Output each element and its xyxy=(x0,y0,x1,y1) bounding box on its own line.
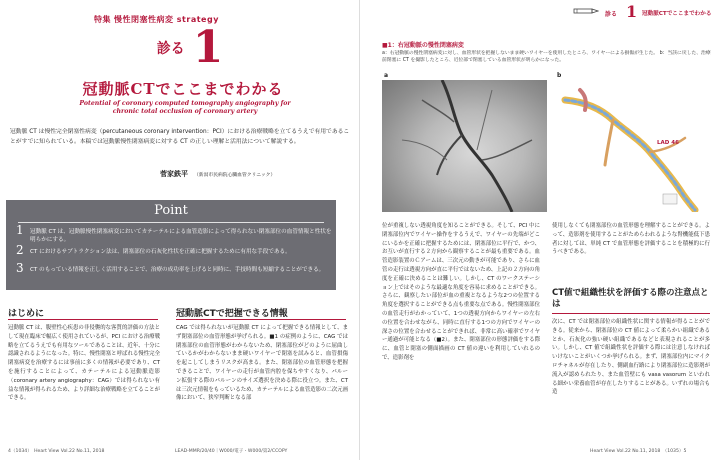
running-head-title: 冠動脈CTでここまでわかる xyxy=(642,11,712,17)
running-head-number: 1 xyxy=(626,2,638,21)
diag-heading xyxy=(70,22,310,73)
point-item xyxy=(16,223,332,244)
point-text: CT におけるサブトラクション法は、閉塞部位の石灰化性状を正確に把握するために有用な手段である。 xyxy=(30,249,291,255)
lad-annotation: LAD 46 xyxy=(657,140,679,146)
footer-right: Heart View Vol.22 No.11, 2018 （1035）5 xyxy=(590,449,687,454)
panel-b-label: b xyxy=(557,72,562,79)
footer-mid: LEAD-MMR/20/40｜W000/電子・W000/第2/CCOPY xyxy=(175,449,288,454)
point-text: CT のもっている情報を正しく活用することで、治療の成功率を上げると同時に、手技時間も短縮することができる。 xyxy=(30,267,325,273)
point-number: 2 xyxy=(16,243,24,257)
intro-body: 冠動脈 CT は、腹壁性心疾患の非侵襲的な客質的評価の方法として現在臨床で幅広く使用されているが、PCI における治療戦略を立てるうえでも有用なツールであることは、近年、十分に認識されるようになった。特に、慢性閉塞と呼ばれる慢性完全閉塞病変を治療するには事前に多くの情報が必要であり、CT を施行することによって、カテーテルによる冠動脈造影（coronary artery angiography：CAG）では得られない有益な情報が得られるため、より詳細な治療戦略を立てることができる。 xyxy=(8,325,160,402)
point-number: 3 xyxy=(16,261,24,275)
article-intro: 冠動脈 CT は慢性完全閉塞性病変（percutaneous coronary intervention：PCI）における治療戦略を立てるうえで有用であることがすでに知られている。本稿では冠動脈慢性閉塞病変に対する CT の正しい理解と活用法について解説する。 xyxy=(10,129,350,145)
right-col1-body: 位が重複しない透視角度を知ることができる。そして、PCI 中に閉塞部位内でワイヤー操作をするうえで、ワイヤーの先端がどこにいるかを正確に把握するためには、閉塞部位に平行で、かつ、お互いが直行する２方向から観察することが最も重要である。血管造影装置のＣアームは、三次元の動きが可能であり、さらに血管の走行は透視方向が直に平行ではないため、上記の２方向の角度を正確に決めることは難しい。しかし、CT のワークステーション上ではそのような最適な角度を容易に求めることができる。さらに、観察したい部位が血の重複となるような2つの位置する角度を選択することができる点も重要な点である。慢性閉塞部位の血管走行がわかっていて、1つの透視方向からワイヤーの左右の位置を合わせながら、同時に直行する1つの方向でワイヤーの深さの位置を合わせることができれば、非常に高い確率でワイヤー通過が可能となる（■2）。また、閉塞部位の形態評価をする際に、血管と閉塞の側面描画の CT 値の違いを利用していれるので、造影剤を xyxy=(382,223,540,361)
angiogram-vessel-graphic xyxy=(382,80,547,212)
pencil-icon xyxy=(573,6,599,16)
section-heading-intro: はじめに xyxy=(8,309,45,319)
right-col2-top: 使用しなくても閉塞部位の血管形態を理解することができる。よって、造影剤を使用することがためらわれるような腎機能低下患者に対しては、単純 CT で血管形態を評価することを積極的に行うべきである。 xyxy=(552,223,710,256)
section-rule xyxy=(8,319,158,320)
ct-value-body: 次に、CT では閉塞部位の組織性状に関する情報が得ることができる。従来から、閉塞部位の CT 値によって柔らかい組織であるとか、石灰化の強い硬い組織であるなどと表現されることが多い。しかし、CT 値で組織性状を評価する際には注意しなければいけないことがいくつか挙げられる。まず、閉塞部位内にマイクロチャネルが存在したり、側副血行路により閉塞部位に造影剤が流入が認められたり、また血管壁にも vasa vasorum といわれる細かい栄養血管が存在したりすることがある。いずれの場合も造 xyxy=(552,319,710,396)
point-title: Point xyxy=(154,203,188,218)
strategy-title: 慢性閉塞性病変 strategy xyxy=(114,15,219,24)
point-text: 冠動脈 CT は、冠動脈慢性閉塞病変においてカテーテルによる血管造影によって得られない閉塞部位の血管情報と性状を明らかにする。 xyxy=(30,229,332,243)
point-divider xyxy=(18,222,324,223)
angiogram-image xyxy=(382,80,547,212)
diag-number: 1 xyxy=(192,22,224,73)
figure-caption: a：右冠動脈の慢性閉塞病変に対し、血管形状を把握しないまま硬いワイヤーを使用したところ、ワイヤーによる損傷が生じた。 b：当該に戻した、治療前閉塞に CT を撮影したところ、近位部で閉塞している血管形状が明らかになった。 xyxy=(382,51,711,63)
diag-label: 診る xyxy=(156,41,185,57)
point-item xyxy=(16,243,332,257)
section-heading-ct-value: CT値で組織性状を評価する際の注意点とは xyxy=(552,288,709,309)
section-heading-ct-info: 冠動脈CTで把握できる情報 xyxy=(176,309,288,319)
point-number: 1 xyxy=(16,223,24,237)
figure-title: ■1：右冠動脈の慢性閉塞病変 xyxy=(382,42,464,49)
ct-vessel-graphic xyxy=(555,80,710,212)
footer-left: 4（1034） Heart View Vol.22 No.11, 2018 xyxy=(8,449,105,454)
section-rule xyxy=(552,313,710,314)
author-line xyxy=(160,169,275,179)
right-page xyxy=(360,0,720,460)
point-item xyxy=(16,261,332,275)
point-box xyxy=(6,200,336,290)
author-affiliation: （新潟市民病院心臓血管クリニック） xyxy=(194,173,276,178)
english-title: Potential of coronary computed tomography angiography for chronic total occlusion of coronary artery xyxy=(79,100,291,115)
section-rule xyxy=(176,319,346,320)
running-head-diag: 診る xyxy=(605,11,618,18)
article-title: 冠動脈CTでここまでわかる xyxy=(82,80,284,98)
panel-a-label: a xyxy=(384,72,389,79)
strategy-tag: 特集 xyxy=(94,15,111,24)
ct-info-body: CAG では得られないが冠動脈 CT によって把握できる情報として、まず閉塞部位の血管形態が挙げられる。■1 の症例のように、CAG では閉塞部位の血管形態がわからないため、閉塞部位がどのように屈曲しているかがわからないまま硬いワイヤーで閉塞を試みると、血管損傷を起こしてしまうリスクが高まる。また、閉塞部位の血管形態を把握できることで、ワイヤーの走行が血管内腔を保ちやすくなり、バルーン拡張する際のバルーンのサイズ選択を決める際に役立つ。また、CT は三次元情報をもっているため、カテーテルによる血管造影の二次元画像において、狭窄判断となる部 xyxy=(176,325,349,402)
author-name: 菅家鉄平 xyxy=(160,170,188,178)
ct-3d-image xyxy=(555,80,710,212)
